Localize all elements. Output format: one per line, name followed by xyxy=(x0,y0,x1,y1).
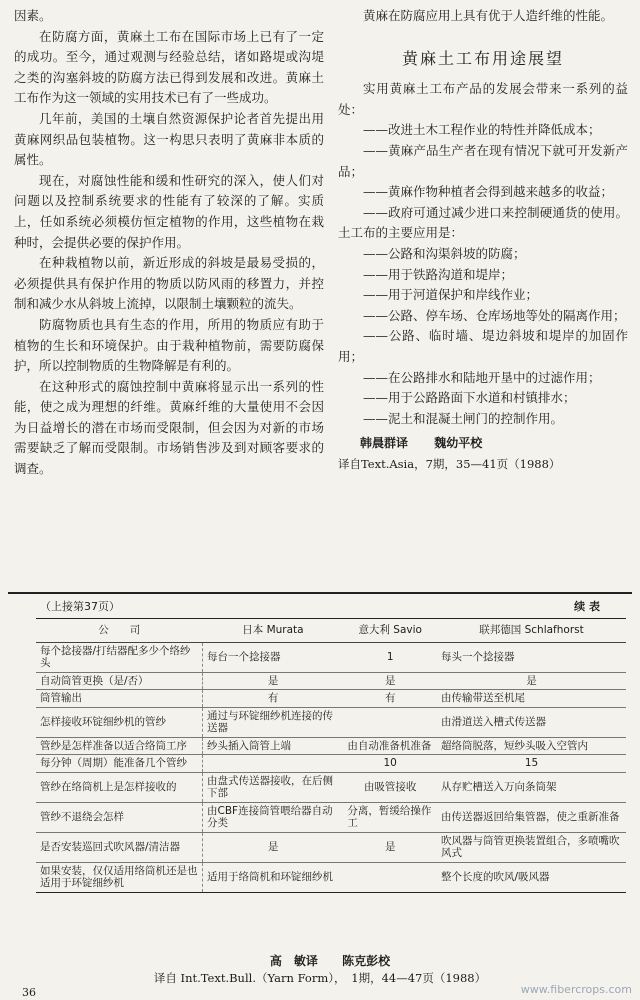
table-cell: 分离，暂缓给操作工 xyxy=(343,802,437,832)
table-cell: 通过与环锭细纱机连接的传送器 xyxy=(203,707,344,737)
article-source: 译自Text.Asia，7期，35—41页（1988） xyxy=(338,456,561,471)
table-cell xyxy=(343,707,437,737)
watermark-text: www.fibercrops.com xyxy=(520,983,632,996)
table-source: 译自 Int.Text.Bull.（Yarn Form）， 1期，44—47页（1988） xyxy=(153,971,487,985)
table-row xyxy=(36,772,626,802)
table-row-label: 管纱在络筒机上是怎样接收的 xyxy=(36,772,203,802)
paragraph: 因素。 xyxy=(14,8,52,23)
table-cell: 纱头插入筒管上端 xyxy=(203,737,344,755)
table-cell: 是 xyxy=(343,832,437,862)
table-cell: 由传输带送至机尾 xyxy=(437,690,626,708)
continued-from-label: （上接第37页） xyxy=(40,600,120,613)
table-cell: 15 xyxy=(437,755,626,773)
table-cell xyxy=(203,755,344,773)
right-column-body xyxy=(338,79,628,429)
table-cell: 是 xyxy=(203,832,344,862)
continued-table-label: 续 表 xyxy=(574,600,600,613)
table-row xyxy=(36,707,626,737)
table-cell: 由盘式传送器接收，在后侧下部 xyxy=(203,772,344,802)
table-cell: 由传送器返回给集管器，使之重新准备 xyxy=(437,802,626,832)
reviewer: 魏幼平校 xyxy=(434,436,483,451)
comparison-table xyxy=(36,618,626,893)
table-row xyxy=(36,737,626,755)
table-cell: 由滑道送入槽式传送器 xyxy=(437,707,626,737)
table-cell: 有 xyxy=(343,690,437,708)
table-row xyxy=(36,690,626,708)
table-row-label: 每个捻接器/打结器配多少个络纱头 xyxy=(36,642,203,672)
section-title: 黄麻土工布用途展望 xyxy=(401,48,564,68)
paragraph: ——公路和沟渠斜坡的防腐； xyxy=(363,245,526,261)
section-divider xyxy=(8,592,632,594)
table-row xyxy=(36,862,626,892)
translator: 韩晨群译 xyxy=(360,436,409,451)
paragraph: 在防腐方面，黄麻土工布在国际市场上已有了一定的成功。至今，通过观测与经验总结，诸如路堤或沟堤之类的沟塞斜坡的防腐方法已得到发展和改进。黄麻土工布作为这一领域的实用技术已有了一些成功。 xyxy=(14,28,324,106)
paragraph: ——黄麻作物种植者会得到越来越多的收益； xyxy=(363,184,614,200)
table-row xyxy=(36,832,626,862)
table-row xyxy=(36,642,626,672)
paragraph: ——改进土木工程作业的特性并降低成本； xyxy=(363,122,601,138)
table-cell: 每台一个捻接器 xyxy=(203,642,344,672)
table-cell: 由吸管接收 xyxy=(343,772,437,802)
table-row-label: 如果安装，仅仅适用络筒机还是也适用于环锭细纱机 xyxy=(36,862,203,892)
table-cell: 从存贮槽送入万向条筒架 xyxy=(437,772,626,802)
table-translator: 高 敏译 xyxy=(269,954,318,968)
table-cell: 是 xyxy=(203,672,344,690)
table-row-label: 管纱是怎样准备以适合络筒工序 xyxy=(36,737,203,755)
table-cell: 1 xyxy=(343,642,437,672)
table-row-label: 怎样接收环锭细纱机的管纱 xyxy=(36,707,203,737)
paragraph: ——泥土和混凝土闸门的控制作用。 xyxy=(363,410,564,426)
header-murata: 日本 Murata xyxy=(203,619,344,643)
table-cell: 由CBF连接筒管喂给器自动分类 xyxy=(203,802,344,832)
table-cell: 10 xyxy=(343,755,437,773)
paragraph: ——用于铁路沟道和堤岸； xyxy=(363,266,514,282)
left-column xyxy=(14,6,324,480)
table-row-label: 筒管输出 xyxy=(36,690,203,708)
table-cell: 是 xyxy=(343,672,437,690)
table-row-label: 每分钟（周期）能准备几个管纱 xyxy=(36,755,203,773)
paragraph: 现在，对腐蚀性能和缓和性研究的深入，使人们对问题以及控制系统要求的性能有了较深的了解。实质上，任如系统必须模仿恒定植物的作用，这些植物在栽种时，会提供必要的保护作用。 xyxy=(14,172,324,250)
table-row xyxy=(36,755,626,773)
paragraph: 实用黄麻土工布产品的发展会带来一系列的益处： xyxy=(338,81,628,117)
table-reviewer: 陈克彭校 xyxy=(342,954,391,968)
paragraph: 在这种形式的腐蚀控制中黄麻将显示出一系列的性能，使之成为理想的纤维。黄麻纤维的大量使用不会因为日益增长的潜在市场而受限制，但会因为对新的市场需要缺乏了解而受限制。市场销售涉及到对顾客要求的调查。 xyxy=(14,378,324,477)
paragraph: ——黄麻产品生产者在现有情况下就可开发新产品； xyxy=(338,142,628,179)
header-company: 公 司 xyxy=(36,619,203,643)
table-row-label: 管纱不退绕会怎样 xyxy=(36,802,203,832)
table-row-label: 自动筒管更换（是/否） xyxy=(36,672,203,690)
table-credit xyxy=(0,952,640,969)
table-cell: 适用于络筒机和环锭细纱机 xyxy=(203,862,344,892)
table-cell: 整个长度的吹风/吸风器 xyxy=(437,862,626,892)
paragraph: ——用于公路路面下水道和村镇排水； xyxy=(363,390,576,406)
header-schlafhorst: 联邦德国 Schlafhorst xyxy=(437,619,626,643)
article-credit xyxy=(338,433,628,454)
table-cell: 有 xyxy=(203,690,344,708)
table-cell: 由自动准备机准备 xyxy=(343,737,437,755)
paragraph: ——政府可通过减少进口来控制硬通货的使用。土工布的主要应用是： xyxy=(338,204,628,241)
table-cell: 超络筒脱落，短纱头吸入空管内 xyxy=(437,737,626,755)
page-number: 36 xyxy=(22,986,36,999)
paragraph: 黄麻在防腐应用上具有优于人造纤维的性能。 xyxy=(363,8,614,23)
table-header-row xyxy=(36,619,626,643)
table-row-label: 是否安装巡回式吹风器/清洁器 xyxy=(36,832,203,862)
table-cell: 每头一个捻接器 xyxy=(437,642,626,672)
table-row xyxy=(36,802,626,832)
paragraph: 防腐物质也具有生态的作用，所用的物质应有助于植物的生长和环境保护。由于栽种植物前，需要防腐保护，所以控制物质的生物降解是有利的。 xyxy=(14,316,324,374)
paragraph: 几年前，美国的土壤自然资源保护论者首先提出用黄麻网织品包装植物。这一构思只表明了黄麻非本质的属性。 xyxy=(14,110,324,168)
table-cell: 吹风器与筒管更换装置组合，多喷嘴吹风式 xyxy=(437,832,626,862)
paragraph: ——用于河道保护和岸线作业； xyxy=(363,287,539,303)
header-savio: 意大利 Savio xyxy=(343,619,437,643)
table-row xyxy=(36,672,626,690)
right-column-continuation xyxy=(338,6,628,27)
paragraph: 在种栽植物以前，新近形成的斜坡是最易受损的，必须提供具有保护作用的物质以防风雨的移置力，并控制和减少水从斜坡上流掉，以限制土壤颗粒的流失。 xyxy=(14,255,324,312)
table-cell xyxy=(343,862,437,892)
right-column xyxy=(338,6,628,474)
table-cell: 是 xyxy=(437,672,626,690)
paragraph: ——公路、停车场、仓库场地等处的隔离作用； xyxy=(363,307,626,323)
paragraph: ——在公路排水和陆地开垦中的过滤作用； xyxy=(363,369,601,385)
paragraph: ——公路、临时墙、堤边斜坡和堤岸的加固作用； xyxy=(338,328,628,364)
